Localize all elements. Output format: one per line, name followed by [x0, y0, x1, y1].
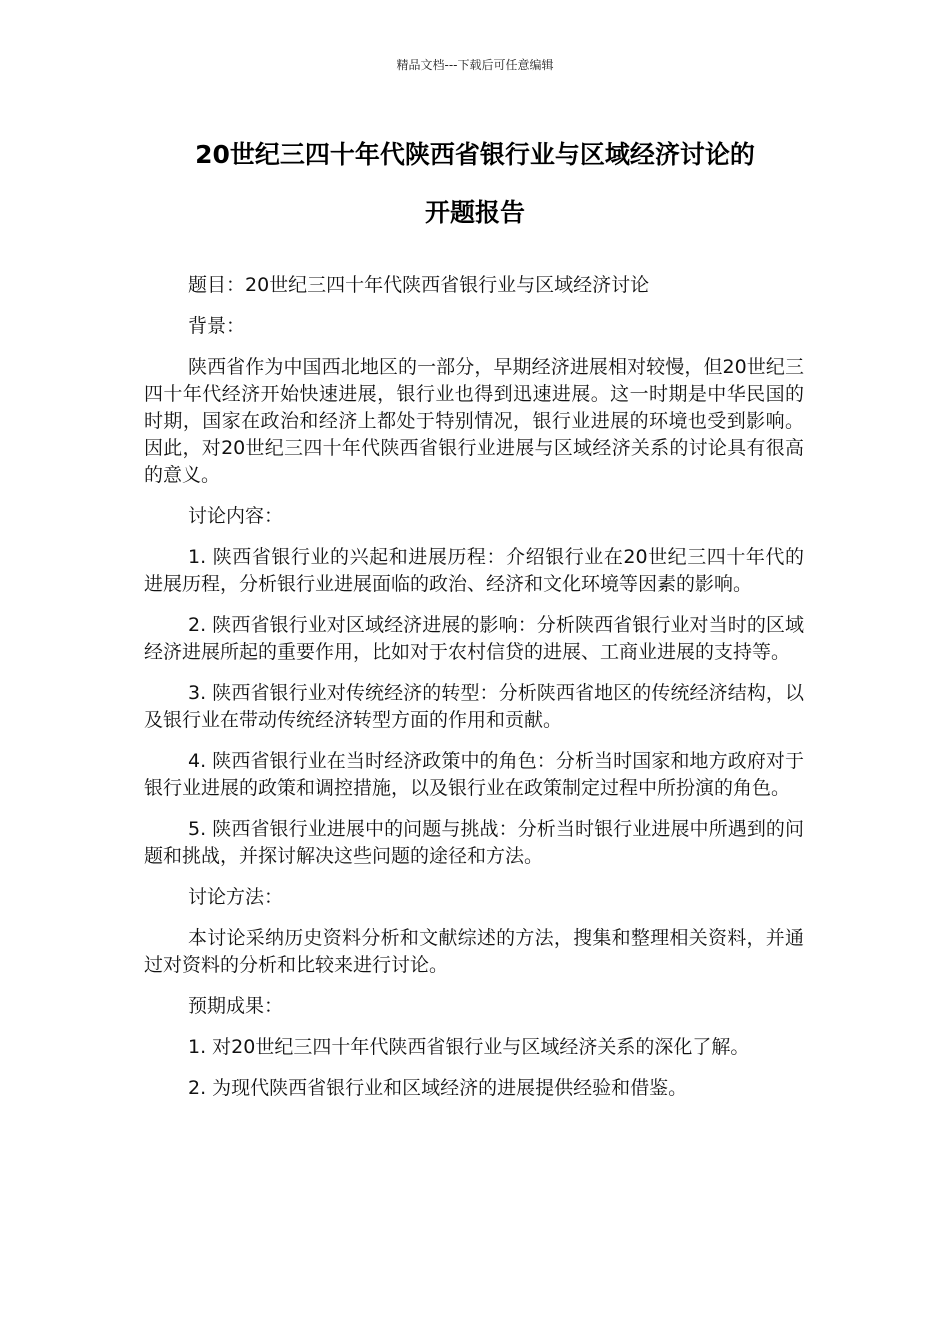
content-item-4: 4. 陕西省银行业在当时经济政策中的角色：分析当时国家和地方政府对于银行业进展的政策和调控措施，以及银行业在政策制定过程中所扮演的角色。: [144, 750, 804, 799]
outcome-item-2: 2. 为现代陕西省银行业和区域经济的进展提供经验和借鉴。: [188, 1077, 688, 1099]
topic-paragraph: 题目：20世纪三四十年代陕西省银行业与区域经济讨论: [188, 274, 650, 296]
content-item-5: 5. 陕西省银行业进展中的问题与挑战：分析当时银行业进展中所遇到的问题和挑战，并探讨解决这些问题的途径和方法。: [144, 818, 804, 867]
background-heading: 背景：: [188, 315, 246, 337]
outcome-heading: 预期成果：: [188, 995, 284, 1017]
content-item-3: 3. 陕西省银行业对传统经济的转型：分析陕西省地区的传统经济结构，以及银行业在带动传统经济转型方面的作用和贡献。: [144, 682, 804, 731]
method-paragraph: 本讨论采纳历史资料分析和文献综述的方法，搜集和整理相关资料，并通过对资料的分析和比较来进行讨论。: [144, 927, 804, 976]
document-body: [144, 272, 804, 1116]
content-item-1: 1. 陕西省银行业的兴起和进展历程：介绍银行业在20世纪三四十年代的进展历程，分析银行业进展面临的政治、经济和文化环境等因素的影响。: [144, 546, 804, 595]
outcome-item-1: 1. 对20世纪三四十年代陕西省银行业与区域经济关系的深化了解。: [188, 1036, 750, 1058]
background-paragraph: 陕西省作为中国西北地区的一部分，早期经济进展相对较慢，但20世纪三四十年代经济开始快速进展，银行业也得到迅速进展。这一时期是中华民国的时期，国家在政治和经济上都处于特别情况，银行业进展的环境也受到影响。因此，对20世纪三四十年代陕西省银行业进展与区域经济关系的讨论具有很高的意义。: [144, 356, 804, 486]
document-title-line-1: 20世纪三四十年代陕西省银行业与区域经济讨论的: [195, 140, 755, 169]
method-heading: 讨论方法：: [188, 886, 284, 908]
content-item-2: 2. 陕西省银行业对区域经济进展的影响：分析陕西省银行业对当时的区域经济进展所起的重要作用，比如对于农村信贷的进展、工商业进展的支持等。: [144, 614, 804, 663]
document-title-line-2: 开题报告: [424, 198, 525, 227]
page-header: 精品文档---下载后可任意编辑: [396, 58, 554, 72]
content-heading: 讨论内容：: [188, 505, 284, 527]
